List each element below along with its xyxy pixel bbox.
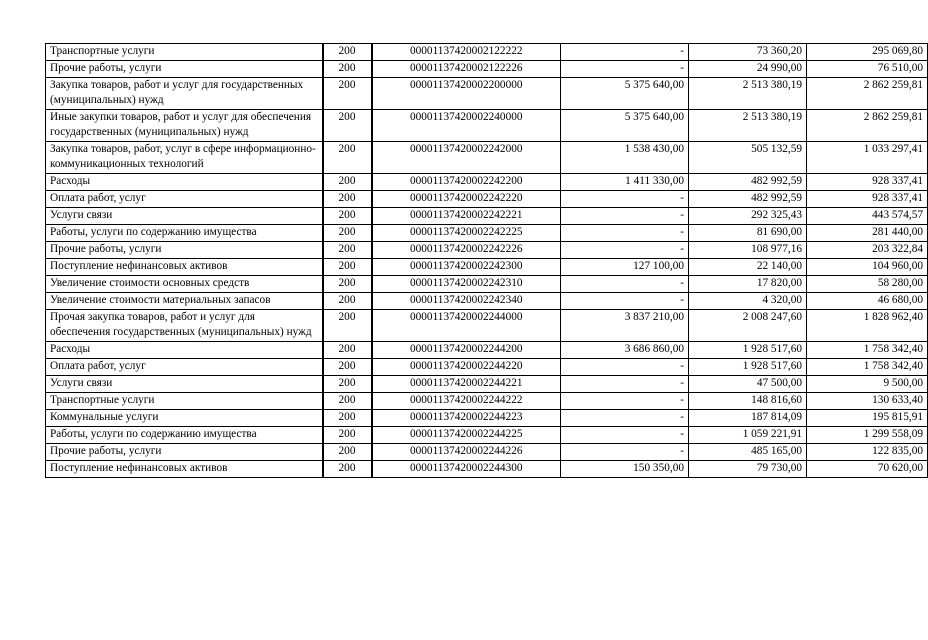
row-approved: 3 837 210,00 <box>561 310 689 342</box>
row-executed: 108 977,16 <box>689 242 807 259</box>
row-code: 200 <box>323 342 372 359</box>
table-row <box>46 444 928 461</box>
table-row <box>46 427 928 444</box>
table-row <box>46 44 928 61</box>
table-row <box>46 276 928 293</box>
table-row <box>46 342 928 359</box>
row-executed: 485 165,00 <box>689 444 807 461</box>
row-name: Работы, услуги по содержанию имущества <box>46 225 323 242</box>
table-row <box>46 110 928 142</box>
row-approved: - <box>561 44 689 61</box>
row-approved: - <box>561 208 689 225</box>
row-code: 200 <box>323 225 372 242</box>
row-code: 200 <box>323 44 372 61</box>
row-account: 00001137420002242310 <box>372 276 561 293</box>
row-approved: - <box>561 359 689 376</box>
row-account: 00001137420002242225 <box>372 225 561 242</box>
row-remaining: 1 758 342,40 <box>807 359 928 376</box>
row-account: 00001137420002242340 <box>372 293 561 310</box>
row-name: Транспортные услуги <box>46 44 323 61</box>
row-account: 00001137420002244225 <box>372 427 561 444</box>
row-account: 00001137420002242221 <box>372 208 561 225</box>
row-code: 200 <box>323 293 372 310</box>
row-remaining: 130 633,40 <box>807 393 928 410</box>
row-approved: - <box>561 376 689 393</box>
row-name: Расходы <box>46 342 323 359</box>
row-remaining: 928 337,41 <box>807 174 928 191</box>
row-executed: 505 132,59 <box>689 142 807 174</box>
table-row <box>46 142 928 174</box>
row-remaining: 104 960,00 <box>807 259 928 276</box>
row-executed: 2 513 380,19 <box>689 110 807 142</box>
row-code: 200 <box>323 310 372 342</box>
row-code: 200 <box>323 259 372 276</box>
row-executed: 79 730,00 <box>689 461 807 478</box>
row-name: Услуги связи <box>46 208 323 225</box>
row-code: 200 <box>323 142 372 174</box>
table-row <box>46 293 928 310</box>
row-executed: 1 928 517,60 <box>689 342 807 359</box>
row-name: Прочие работы, услуги <box>46 444 323 461</box>
row-remaining: 443 574,57 <box>807 208 928 225</box>
table-row <box>46 191 928 208</box>
row-approved: 150 350,00 <box>561 461 689 478</box>
row-account: 00001137420002122222 <box>372 44 561 61</box>
table-row <box>46 461 928 478</box>
row-name: Поступление нефинансовых активов <box>46 259 323 276</box>
row-name: Прочие работы, услуги <box>46 61 323 78</box>
row-name: Коммунальные услуги <box>46 410 323 427</box>
row-account: 00001137420002244220 <box>372 359 561 376</box>
row-remaining: 58 280,00 <box>807 276 928 293</box>
row-executed: 73 360,20 <box>689 44 807 61</box>
table-row <box>46 259 928 276</box>
row-account: 00001137420002244300 <box>372 461 561 478</box>
row-approved: - <box>561 61 689 78</box>
row-approved: - <box>561 191 689 208</box>
row-approved: 1 538 430,00 <box>561 142 689 174</box>
row-name: Расходы <box>46 174 323 191</box>
row-executed: 482 992,59 <box>689 191 807 208</box>
row-account: 00001137420002244226 <box>372 444 561 461</box>
row-approved: - <box>561 393 689 410</box>
row-approved: 5 375 640,00 <box>561 78 689 110</box>
row-name: Работы, услуги по содержанию имущества <box>46 427 323 444</box>
table-row <box>46 242 928 259</box>
table-row <box>46 359 928 376</box>
row-executed: 2 513 380,19 <box>689 78 807 110</box>
row-name: Услуги связи <box>46 376 323 393</box>
row-name: Транспортные услуги <box>46 393 323 410</box>
table-row <box>46 174 928 191</box>
row-code: 200 <box>323 78 372 110</box>
row-account: 00001137420002244223 <box>372 410 561 427</box>
row-code: 200 <box>323 376 372 393</box>
row-approved: - <box>561 427 689 444</box>
row-approved: - <box>561 276 689 293</box>
row-code: 200 <box>323 110 372 142</box>
row-remaining: 70 620,00 <box>807 461 928 478</box>
row-remaining: 203 322,84 <box>807 242 928 259</box>
report-sheet <box>45 43 928 478</box>
row-code: 200 <box>323 461 372 478</box>
row-executed: 47 500,00 <box>689 376 807 393</box>
row-code: 200 <box>323 427 372 444</box>
row-executed: 17 820,00 <box>689 276 807 293</box>
row-executed: 292 325,43 <box>689 208 807 225</box>
row-name: Прочие работы, услуги <box>46 242 323 259</box>
table-row <box>46 376 928 393</box>
row-name: Прочая закупка товаров, работ и услуг для обеспечения государственных (муниципальных) нужд <box>46 310 323 342</box>
row-approved: 127 100,00 <box>561 259 689 276</box>
row-name: Оплата работ, услуг <box>46 191 323 208</box>
row-remaining: 1 299 558,09 <box>807 427 928 444</box>
row-remaining: 1 758 342,40 <box>807 342 928 359</box>
row-executed: 1 928 517,60 <box>689 359 807 376</box>
row-account: 00001137420002240000 <box>372 110 561 142</box>
row-code: 200 <box>323 242 372 259</box>
row-remaining: 1 828 962,40 <box>807 310 928 342</box>
table-row <box>46 410 928 427</box>
row-approved: - <box>561 410 689 427</box>
row-approved: 3 686 860,00 <box>561 342 689 359</box>
row-remaining: 928 337,41 <box>807 191 928 208</box>
row-executed: 81 690,00 <box>689 225 807 242</box>
row-approved: - <box>561 242 689 259</box>
table-row <box>46 208 928 225</box>
table-body <box>46 44 928 478</box>
row-approved: - <box>561 444 689 461</box>
row-name: Увеличение стоимости материальных запасов <box>46 293 323 310</box>
row-code: 200 <box>323 393 372 410</box>
row-code: 200 <box>323 410 372 427</box>
table-row <box>46 78 928 110</box>
row-account: 00001137420002244000 <box>372 310 561 342</box>
row-remaining: 2 862 259,81 <box>807 78 928 110</box>
row-code: 200 <box>323 444 372 461</box>
row-executed: 148 816,60 <box>689 393 807 410</box>
row-name: Иные закупки товаров, работ и услуг для обеспечения государственных (муниципальных) нужд <box>46 110 323 142</box>
row-name: Оплата работ, услуг <box>46 359 323 376</box>
budget-table <box>45 43 928 478</box>
row-name: Закупка товаров, работ и услуг для государственных (муниципальных) нужд <box>46 78 323 110</box>
row-account: 00001137420002200000 <box>372 78 561 110</box>
row-code: 200 <box>323 61 372 78</box>
row-remaining: 1 033 297,41 <box>807 142 928 174</box>
row-executed: 187 814,09 <box>689 410 807 427</box>
row-code: 200 <box>323 191 372 208</box>
row-remaining: 46 680,00 <box>807 293 928 310</box>
row-remaining: 295 069,80 <box>807 44 928 61</box>
row-code: 200 <box>323 174 372 191</box>
row-account: 00001137420002244222 <box>372 393 561 410</box>
row-code: 200 <box>323 359 372 376</box>
row-executed: 1 059 221,91 <box>689 427 807 444</box>
row-approved: 5 375 640,00 <box>561 110 689 142</box>
row-code: 200 <box>323 208 372 225</box>
row-executed: 4 320,00 <box>689 293 807 310</box>
row-name: Увеличение стоимости основных средств <box>46 276 323 293</box>
row-remaining: 2 862 259,81 <box>807 110 928 142</box>
row-approved: 1 411 330,00 <box>561 174 689 191</box>
table-row <box>46 310 928 342</box>
row-account: 00001137420002242200 <box>372 174 561 191</box>
row-remaining: 9 500,00 <box>807 376 928 393</box>
row-remaining: 76 510,00 <box>807 61 928 78</box>
row-account: 00001137420002244200 <box>372 342 561 359</box>
row-account: 00001137420002242220 <box>372 191 561 208</box>
row-code: 200 <box>323 276 372 293</box>
row-account: 00001137420002122226 <box>372 61 561 78</box>
row-remaining: 281 440,00 <box>807 225 928 242</box>
row-approved: - <box>561 293 689 310</box>
row-executed: 24 990,00 <box>689 61 807 78</box>
row-executed: 482 992,59 <box>689 174 807 191</box>
row-approved: - <box>561 225 689 242</box>
row-account: 00001137420002242226 <box>372 242 561 259</box>
row-name: Закупка товаров, работ, услуг в сфере информационно-коммуникационных технологий <box>46 142 323 174</box>
row-executed: 22 140,00 <box>689 259 807 276</box>
row-remaining: 122 835,00 <box>807 444 928 461</box>
row-executed: 2 008 247,60 <box>689 310 807 342</box>
table-row <box>46 393 928 410</box>
row-name: Поступление нефинансовых активов <box>46 461 323 478</box>
table-row <box>46 225 928 242</box>
row-account: 00001137420002242000 <box>372 142 561 174</box>
table-row <box>46 61 928 78</box>
row-account: 00001137420002244221 <box>372 376 561 393</box>
row-remaining: 195 815,91 <box>807 410 928 427</box>
row-account: 00001137420002242300 <box>372 259 561 276</box>
